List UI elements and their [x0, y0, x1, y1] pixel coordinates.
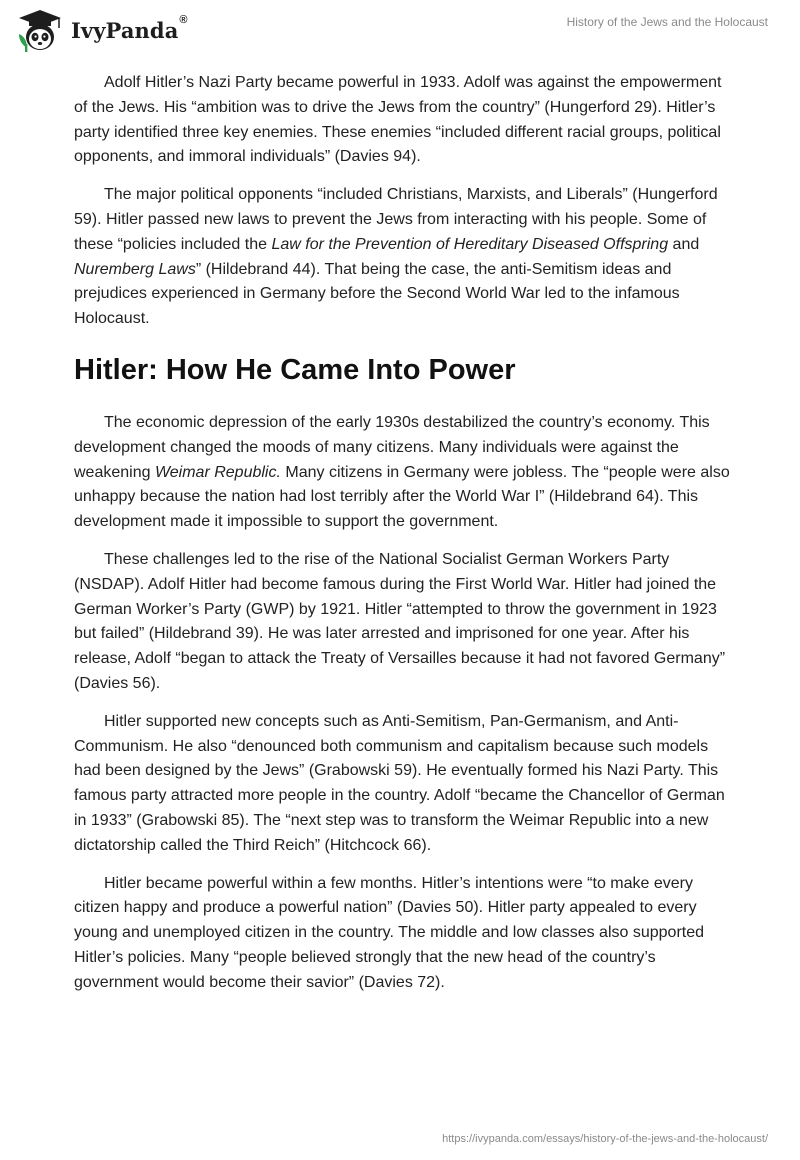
paragraph-2-text-b: and [668, 235, 700, 253]
brand-name: IvyPanda® [71, 13, 188, 43]
paragraph-2-text-a: The major political opponents “included Christians, Marxists, and Liberals” (Hungerford 59). Hitler passed new laws to prevent the Jews from interacting with his people. Some of these “policies included the [74, 186, 718, 253]
page-header [0, 0, 800, 60]
paragraph-3-text-b: Many citizens in Germany were jobless. The “people were also unhappy because the nation had lost terribly after the World War I” (Hildebrand 64). This development made it impossible to support the government. [74, 463, 730, 531]
weimar-republic-emphasis: Weimar Republic. [154, 463, 281, 481]
paragraph-2 [74, 183, 734, 332]
nuremberg-laws-emphasis: Nuremberg Laws [74, 260, 196, 278]
paragraph-5: Hitler supported new concepts such as Anti-Semitism, Pan-Germanism, and Anti-Communism. He also “denounced both communism and capitalism because such models had been designed by the Jews” (Grabowski 59). He eventually formed his Nazi Party. This famous party attracted more people in the country. Adolf “became the Chancellor of German in 1933” (Grabowski 85). The “next step was to transform the Weimar Republic into a new dictatorship called the Third Reich” (Hitchcock 66). [74, 712, 725, 854]
panda-logo-icon [15, 8, 65, 52]
registered-mark: ® [179, 13, 188, 26]
paragraph-4: These challenges led to the rise of the National Socialist German Workers Party (NSDAP). Adolf Hitler had become famous during the First World War. Hitler had joined the German Worker’s Party (GWP) by 1921. Hitler “attempted to throw the government in 1923 but failed” (Hildebrand 39). He was later arrested and imprisoned for one year. After his release, Adolf “began to attack the Treaty of Versailles because it had not favored Germany” (Davies 56). [74, 550, 726, 692]
paragraph-3-text-a: The economic depression of the early 1930s destabilized the country’s economy. This development changed the moods of many citizens. Many individuals were against the weakening [74, 413, 710, 481]
ivypanda-logo[interactable] [15, 8, 188, 52]
paragraph-1: Adolf Hitler’s Nazi Party became powerful in 1933. Adolf was against the empowerment of the Jews. His “ambition was to drive the Jews from the country” (Hungerford 29). Hitler’s party identified three key enemies. These enemies “included different racial groups, political opponents, and immoral individuals” (Davies 94). [74, 74, 722, 166]
paragraph-3 [74, 411, 734, 535]
paragraph-6: Hitler became powerful within a few months. Hitler’s intentions were “to make every citizen happy and produce a powerful nation” (Davies 50). Hitler party appealed to every young and unemployed citizen in the country. The middle and low classes also supported Hitler’s policies. Many “people believed strongly that the new head of the country’s government would become their savior” (Davies 72). [74, 874, 705, 991]
essay-content [74, 71, 734, 1009]
paragraph-2-text-c: ” (Hildebrand 44). That being the case, the anti-Semitism ideas and prejudices experienced in Germany before the Second World War led to the infamous Holocaust. [74, 260, 680, 328]
section-heading: Hitler: How He Came Into Power [74, 353, 516, 386]
law-title-emphasis: Law for the Prevention of Hereditary Diseased Offspring [271, 235, 669, 253]
document-title: History of the Jews and the Holocaust [566, 15, 768, 29]
footer-url-link[interactable]: https://ivypanda.com/essays/history-of-the-jews-and-the-holocaust/ [442, 1133, 768, 1145]
